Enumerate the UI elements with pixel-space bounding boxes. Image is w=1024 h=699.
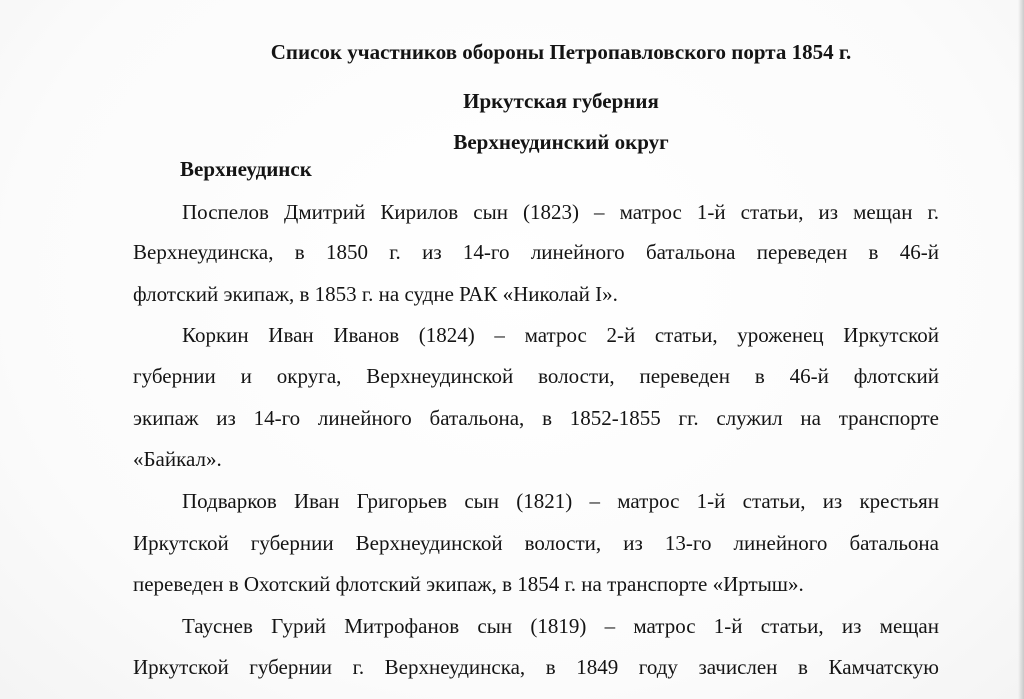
entry-line: Подварков Иван Григорьев сын (1821) – матрос 1-й статьи, из крестьян — [182, 489, 939, 513]
province-heading: Иркутская губерния — [463, 89, 659, 113]
town-heading: Верхнеудинск — [180, 157, 312, 181]
entry-line: флотский экипаж, в 1853 г. на судне РАК «Николай I». — [133, 282, 618, 306]
entry-line: губернии и округа, Верхнеудинской волости, переведен в 46-й флотский — [133, 364, 939, 388]
document-title: Список участников обороны Петропавловского порта 1854 г. — [270, 40, 852, 64]
entry-line: переведен в Охотский флотский экипаж, в 1854 г. на транспорте «Иртыш». — [133, 572, 804, 596]
entry-line: Коркин Иван Иванов (1824) – матрос 2-й статьи, уроженец Иркутской — [182, 323, 939, 347]
entry-line: экипаж из 14-го линейного батальона, в 1852-1855 гг. служил на транспорте — [133, 406, 939, 430]
entry-line: Поспелов Дмитрий Кирилов сын (1823) – матрос 1-й статьи, из мещан г. — [182, 200, 939, 224]
entry-line: «Байкал». — [133, 447, 222, 471]
entry-line: Тауснев Гурий Митрофанов сын (1819) – матрос 1-й статьи, из мещан — [182, 614, 939, 638]
entry-line: Иркутской губернии Верхнеудинской волости, из 13-го линейного батальона — [133, 531, 939, 555]
district-heading: Верхнеудинский округ — [453, 130, 669, 154]
entry-line: Верхнеудинска, в 1850 г. из 14-го линейного батальона переведен в 46-й — [133, 240, 939, 264]
entry-line: Иркутской губернии г. Верхнеудинска, в 1849 году зачислен в Камчатскую — [133, 655, 939, 679]
